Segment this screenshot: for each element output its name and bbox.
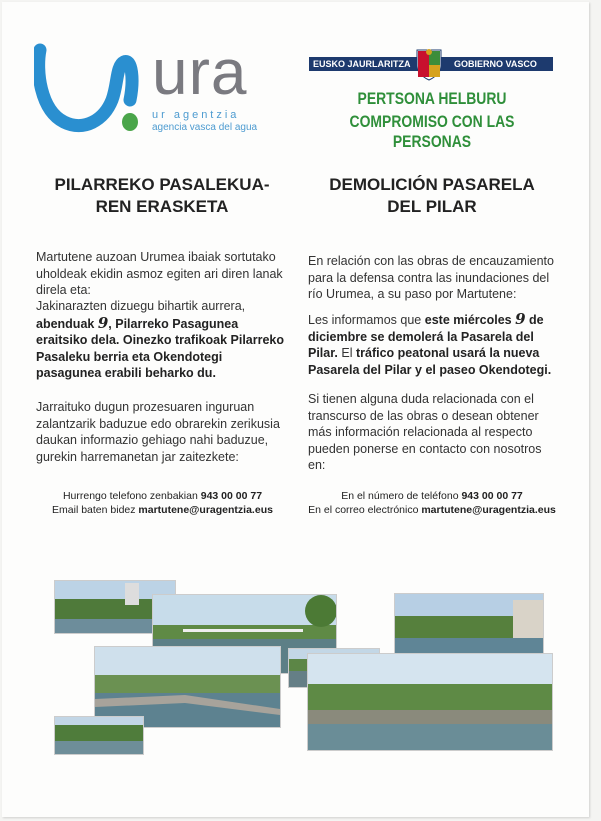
basque-p2-intro: Jakinarazten dizuegu bihartik aurrera, bbox=[36, 299, 246, 313]
spanish-paragraph-3: Si tienen alguna duda relacionada con el transcurso de las obras o desean obtener más información relacionada al respecto pueden ponerse en contacto con nosotros en: bbox=[308, 392, 542, 472]
document-page bbox=[2, 2, 589, 817]
title-spanish bbox=[302, 174, 562, 218]
basque-p2-day-handwritten: 9 bbox=[97, 313, 109, 332]
basque-paragraph-1: Martutene auzoan Urumea ibaiak sortutako uholdeak ekidin asmoz egiten ari diren lanak direla eta: bbox=[36, 250, 283, 297]
photo-river-buildings bbox=[394, 593, 544, 657]
basque-paragraph-2 bbox=[36, 298, 289, 382]
spanish-email: martutene@uragentzia.eus bbox=[421, 504, 556, 516]
basque-email-label: Email baten bidez bbox=[52, 504, 136, 516]
photo-promenade-render bbox=[307, 653, 553, 751]
motto-es: COMPROMISO CON LAS PERSONAS bbox=[349, 112, 515, 151]
spanish-contact bbox=[302, 489, 562, 517]
basque-phone-label: Hurrengo telefono zenbakian bbox=[62, 490, 198, 502]
basque-p2-notice: , Pilarreko Pasagunea eraitsiko dela. Oinezko trafikoak Pilarreko Pasaleku berria eta Okendotegi pasagunea erabili beharko du. bbox=[36, 316, 285, 380]
basque-contact bbox=[36, 489, 289, 517]
coat-of-arms-icon bbox=[414, 48, 444, 82]
basque-email: martutene@uragentzia.eus bbox=[138, 504, 273, 516]
title-basque-line2: REN ERASKETA bbox=[95, 197, 229, 216]
motto-eu: PERTSONA HELBURU bbox=[357, 89, 507, 108]
spanish-p2-el: El bbox=[341, 346, 353, 360]
ura-wordmark: ura bbox=[152, 36, 248, 108]
ura-subtitle-eu: ur agentzia bbox=[152, 109, 240, 121]
title-basque-line1: PILARREKO PASALEKUA- bbox=[54, 175, 270, 194]
basque-paragraph-3: Jarraituko dugun prozesuaren inguruan zalantzarik baduzue edo obrarekin zerikusia daukan informazio gehiago nahi baduzue, gurekin harremanetan jar zaitezkete: bbox=[36, 400, 280, 464]
spanish-phone-label: En el número de teléfono bbox=[341, 490, 459, 502]
spanish-paragraph-1: En relación con las obras de encauzamiento para la defensa contra las inundaciones del río Urumea, a su paso por Martutene: bbox=[308, 254, 554, 301]
photo-river-bank-small bbox=[54, 716, 144, 755]
spanish-p2-demolition: de diciembre se demolerá la Pasarela del Pilar. bbox=[308, 313, 544, 360]
title-spanish-line1: DEMOLICIÓN PASARELA bbox=[329, 175, 535, 194]
spanish-p2-traffic: tráfico peatonal usará la nueva Pasarela del Pilar y el paseo Okendotegi. bbox=[308, 346, 552, 377]
spanish-p2-day-handwritten: 9 bbox=[515, 310, 526, 328]
spanish-phone-number: 943 00 00 77 bbox=[461, 490, 523, 502]
basque-phone-number: 943 00 00 77 bbox=[200, 490, 263, 502]
spanish-email-label: En el correo electrónico bbox=[308, 504, 419, 516]
basque-p2-date: abenduak bbox=[36, 316, 95, 331]
title-basque bbox=[42, 174, 282, 218]
spanish-paragraph-2 bbox=[308, 311, 560, 378]
government-name-eu: EUSKO JAURLARITZA bbox=[313, 59, 411, 69]
ura-subtitle-es: agencia vasca del agua bbox=[152, 122, 258, 133]
title-spanish-line2: DEL PILAR bbox=[387, 197, 477, 216]
government-name-es: GOBIERNO VASCO bbox=[454, 59, 537, 69]
spanish-p2-day: este miércoles bbox=[424, 313, 512, 327]
spanish-p2-intro: Les informamos que bbox=[308, 313, 422, 327]
